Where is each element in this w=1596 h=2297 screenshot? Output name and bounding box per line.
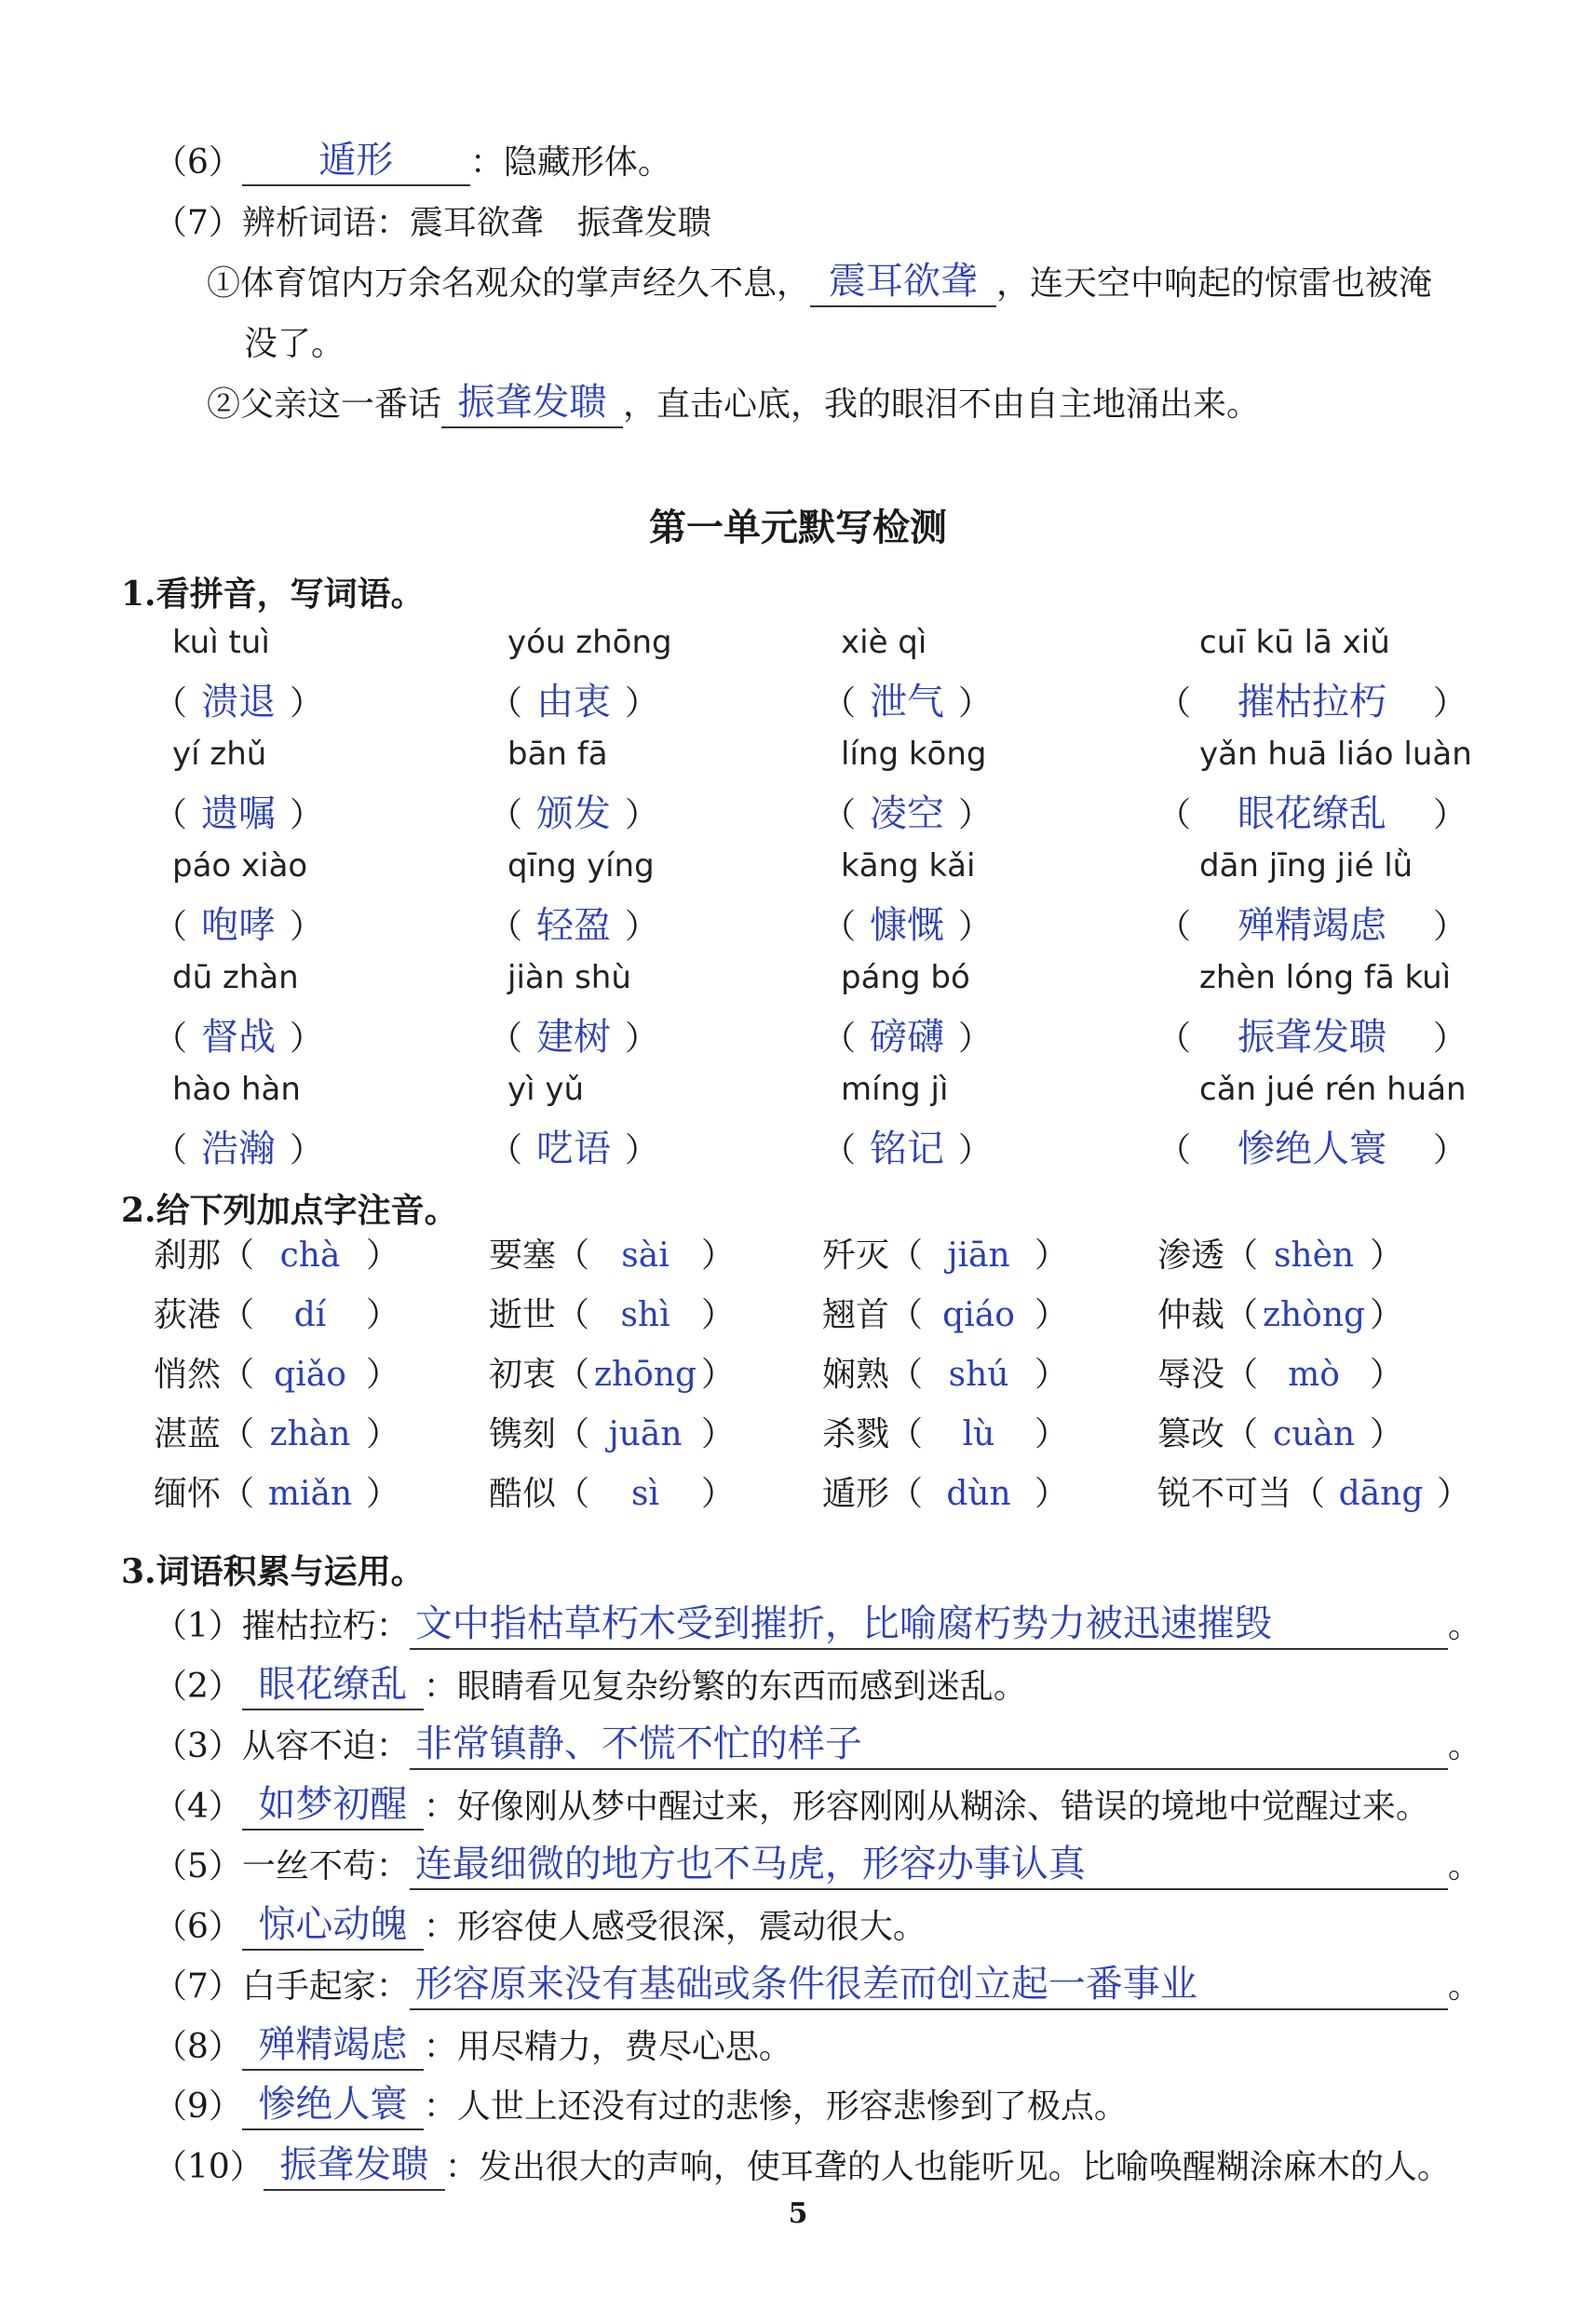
zhuyin-answer[interactable]: lù [962,1415,995,1453]
answer-parens[interactable]: （ 溃退 ） [154,672,323,725]
pinyin-answer: 振聋发聩 [1238,1016,1387,1059]
q3-blank[interactable] [410,1723,1448,1770]
section-title: 第一单元默写检测 [649,506,947,549]
q2-heading: 2.给下列加点字注音。 [121,1191,458,1230]
q6-number: （6） [154,143,242,182]
pinyin-text: hào hàn [172,1071,301,1108]
zhuyin-word: 歼灭 [822,1236,890,1275]
zhuyin-answer[interactable]: dùn [946,1475,1011,1513]
pinyin-text: yí zhǔ [172,736,267,773]
zhuyin-item: 辱没（ mò ） [1157,1356,1404,1394]
q3-prefix: （9） [154,2088,242,2126]
zhuyin-item: 渗透（ shèn ） [1157,1236,1404,1275]
zhuyin-item: 锐不可当（ dāng ） [1157,1475,1471,1513]
zhuyin-answer[interactable]: zhòng [1263,1296,1366,1334]
zhuyin-answer[interactable]: qiáo [942,1296,1015,1334]
zhuyin-word: 娴熟 [822,1356,890,1394]
answer-parens[interactable]: （ 振聋发聩 ） [1157,1007,1467,1061]
zhuyin-word: 辱没 [1157,1356,1225,1394]
q3-prefix: （1）摧枯拉朽： [154,1607,410,1645]
zhuyin-answer[interactable]: jiān [947,1236,1010,1275]
zhuyin-word: 锐不可当 [1157,1475,1292,1513]
q3-suffix: 。 [1447,1847,1481,1885]
zhuyin-word: 湛蓝 [154,1415,222,1453]
pinyin-answer: 眼花缭乱 [1238,792,1387,835]
zhuyin-item: 荻港（ dí ） [154,1296,400,1334]
q3-answer: 连最细微的地方也不马虎，形容办事认真 [414,1843,1086,1885]
pinyin-answer: 泄气 [870,681,945,723]
q3-item [154,1664,1027,1710]
pinyin-answer: 凌空 [870,792,945,835]
pinyin-text: míng jì [841,1071,949,1108]
pinyin-text: kuì tuì [172,624,270,661]
q3-prefix: （3）从容不迫： [154,1727,410,1765]
zhuyin-answer[interactable]: qiǎo [274,1356,346,1394]
q7-s2-post: ，直击心底，我的眼泪不由自主地涌出来。 [623,385,1261,424]
answer-parens[interactable]: （ 惨绝人寰 ） [1157,1119,1467,1172]
q3-item [154,1784,1429,1831]
q3-answer: 形容原来没有基础或条件很差而创立起一番事业 [414,1963,1197,2006]
answer-parens[interactable]: （ 轻盈 ） [489,896,658,949]
q7-s1-blank[interactable] [810,260,996,307]
pinyin-answer: 摧枯拉朽 [1238,681,1387,723]
q6-blank[interactable] [242,139,470,186]
answer-parens[interactable]: （ 建树 ） [489,1007,658,1061]
q3-answer: 文中指枯草朽木受到摧折，比喻腐朽势力被迅速摧毁 [414,1602,1272,1645]
answer-parens[interactable]: （ 慷慨 ） [822,896,992,949]
q3-item [154,2084,1128,2130]
pinyin-answer: 铭记 [870,1128,945,1170]
q3-prefix: （4） [154,1787,242,1826]
q6-answer: 遁形 [318,139,394,182]
zhuyin-answer[interactable]: zhōng [594,1356,697,1394]
zhuyin-item: 悄然（ qiǎo ） [154,1356,400,1394]
q3-suffix: ：眼睛看见复杂纷繁的东西而感到迷乱。 [423,1667,1027,1706]
pinyin-answer: 惨绝人寰 [1238,1128,1387,1170]
zhuyin-item: 湛蓝（ zhàn ） [154,1415,400,1453]
zhuyin-item: 逝世（ shì ） [489,1296,736,1334]
answer-parens[interactable]: （ 颁发 ） [489,784,658,837]
q3-answer: 非常镇静、不慌不忙的样子 [414,1723,862,1765]
q3-prefix: （6） [154,1907,242,1946]
zhuyin-answer[interactable]: zhàn [269,1415,351,1453]
q3-blank[interactable] [410,1843,1448,1890]
q3-blank[interactable] [242,2022,424,2071]
zhuyin-word: 镌刻 [489,1415,557,1453]
q7-s1-cont: 没了。 [244,325,345,363]
q3-suffix: 。 [1447,1727,1481,1765]
pinyin-text: cǎn jué rén huán [1199,1071,1467,1108]
answer-parens[interactable]: （ 浩瀚 ） [154,1119,323,1172]
pinyin-text: yì yǔ [507,1071,585,1108]
q1-heading: 1.看拼音，写词语。 [121,574,425,614]
zhuyin-answer[interactable]: juān [608,1415,683,1453]
q3-prefix: （8） [154,2027,242,2066]
q3-suffix: 。 [1447,1967,1481,2006]
answer-parens[interactable]: （ 由衷 ） [489,672,658,725]
pinyin-text: páo xiào [172,847,308,885]
zhuyin-item: 要塞（ sài ） [489,1236,736,1275]
pinyin-answer: 由衷 [536,681,612,723]
pinyin-text: yóu zhōng [507,624,672,661]
q7-s1-pre: ①体育馆内万余名观众的掌声经久不息， [207,264,811,303]
q3-item [154,2144,1451,2191]
zhuyin-word: 酷似 [489,1475,557,1513]
zhuyin-word: 逝世 [489,1296,557,1334]
pinyin-text: zhèn lóng fā kuì [1199,959,1452,996]
pinyin-text: dū zhàn [172,959,299,996]
q7-s1 [207,261,1432,307]
pinyin-answer: 呓语 [536,1128,612,1170]
q6-text: ：隐藏形体。 [469,143,671,182]
zhuyin-word: 初衷 [489,1356,557,1394]
zhuyin-item: 杀戮（ lù ） [822,1415,1069,1453]
pinyin-answer: 建树 [536,1016,612,1059]
zhuyin-word: 渗透 [1157,1236,1225,1275]
zhuyin-answer[interactable]: mò [1288,1356,1340,1394]
q3-blank[interactable] [242,2083,424,2130]
zhuyin-answer[interactable]: dí [293,1296,327,1334]
zhuyin-answer[interactable]: chà [279,1236,341,1275]
pinyin-answer: 遗嘱 [201,792,277,835]
zhuyin-answer[interactable]: shèn [1273,1236,1355,1275]
pinyin-text: páng bó [841,959,970,996]
q7-s1-answer: 震耳欲聋 [829,260,979,303]
pinyin-answer: 磅礴 [870,1016,945,1059]
q3-answer: 惨绝人寰 [258,2083,408,2126]
answer-parens[interactable]: （ 眼花缭乱 ） [1157,784,1467,837]
pinyin-text: qīng yíng [507,847,655,885]
q6-line [154,140,671,186]
answer-parens[interactable]: （ 摧枯拉朽 ） [1157,672,1467,725]
zhuyin-word: 篡改 [1157,1415,1225,1453]
answer-parens[interactable]: （ 泄气 ） [822,672,992,725]
q3-item [154,1904,926,1951]
pinyin-text: kāng kǎi [841,847,976,885]
page-number: 5 [788,2197,808,2230]
zhuyin-item: 仲裁（ zhòng ） [1157,1296,1404,1334]
q3-suffix: ：形容使人感受很深，震动很大。 [423,1907,926,1946]
zhuyin-word: 遁形 [822,1475,890,1513]
zhuyin-answer[interactable]: shì [620,1296,670,1334]
pinyin-text: bān fā [507,736,608,773]
q3-item [154,1723,1481,1770]
answer-parens[interactable]: （ 遗嘱 ） [154,784,323,837]
answer-parens[interactable]: （ 凌空 ） [822,784,992,837]
zhuyin-answer[interactable]: shú [948,1356,1009,1394]
answer-parens[interactable]: （ 殚精竭虑 ） [1157,896,1467,949]
zhuyin-answer[interactable]: sì [631,1475,660,1513]
zhuyin-item: 翘首（ qiáo ） [822,1296,1069,1334]
q7-s1-post: ，连天空中响起的惊雷也被淹 [996,264,1433,303]
pinyin-text: cuī kū lā xiǔ [1199,624,1390,661]
pinyin-text: dān jīng jié lǜ [1199,847,1413,885]
pinyin-answer: 咆哮 [201,904,277,947]
pinyin-answer: 督战 [201,1016,277,1059]
zhuyin-answer[interactable]: cuàn [1273,1415,1356,1453]
zhuyin-item: 篡改（ cuàn ） [1157,1415,1404,1453]
pinyin-answer: 浩瀚 [201,1128,277,1170]
pinyin-text: jiàn shù [507,959,631,996]
zhuyin-word: 翘首 [822,1296,890,1334]
zhuyin-item: 镌刻（ juān ） [489,1415,736,1453]
zhuyin-word: 荻港 [154,1296,222,1334]
q3-prefix: （5）一丝不苟： [154,1847,410,1885]
q3-suffix: ：用尽精力，费尽心思。 [423,2027,792,2066]
pinyin-text: xiè qì [841,624,927,661]
q7-s2-blank[interactable] [441,381,623,428]
zhuyin-word: 刹那 [154,1236,222,1275]
pinyin-answer: 殚精竭虑 [1238,904,1387,947]
zhuyin-word: 悄然 [154,1356,222,1394]
zhuyin-word: 杀戮 [822,1415,890,1453]
zhuyin-word: 仲裁 [1157,1296,1225,1334]
q7-s2-pre: ②父亲这一番话 [207,385,442,424]
answer-parens[interactable]: （ 督战 ） [154,1007,323,1061]
pinyin-text: líng kōng [841,736,987,773]
q3-item [154,1964,1481,2010]
q3-prefix: （7）白手起家： [154,1967,410,2006]
zhuyin-item: 娴熟（ shú ） [822,1356,1069,1394]
q7-head: （7）辨析词语：震耳欲聋 振聋发聩 [154,204,711,242]
zhuyin-answer[interactable]: miǎn [267,1475,353,1513]
zhuyin-word: 缅怀 [154,1475,222,1513]
q3-prefix: （2） [154,1667,242,1706]
zhuyin-answer[interactable]: sài [621,1236,670,1275]
q3-blank[interactable] [264,2142,445,2191]
q3-suffix: ：人世上还没有过的悲惨，形容悲惨到了极点。 [423,2088,1128,2126]
answer-parens[interactable]: （ 铭记 ） [822,1119,992,1172]
answer-parens[interactable]: （ 咆哮 ） [154,896,323,949]
q3-prefix: （10） [154,2147,264,2186]
q3-answer: 如梦初醒 [258,1782,408,1826]
zhuyin-answer[interactable]: dāng [1338,1475,1424,1513]
q3-answer: 眼花缭乱 [258,1662,408,1706]
zhuyin-item: 酷似（ sì ） [489,1475,736,1513]
pinyin-answer: 溃退 [201,681,277,723]
q3-item [154,2024,792,2071]
answer-parens[interactable]: （ 呓语 ） [489,1119,658,1172]
zhuyin-item: 初衷（ zhōng ） [489,1356,736,1394]
q3-item [154,1603,1481,1650]
pinyin-answer: 慷慨 [870,904,945,947]
q3-item [154,1844,1481,1890]
pinyin-answer: 颁发 [536,792,612,835]
zhuyin-item: 缅怀（ miǎn ） [154,1475,400,1513]
q3-blank[interactable] [410,1963,1448,2010]
q3-blank[interactable] [242,1662,424,1710]
q7-s2 [207,382,1260,428]
zhuyin-item: 歼灭（ jiān ） [822,1236,1069,1275]
zhuyin-word: 要塞 [489,1236,557,1275]
q3-answer: 振聋发聩 [279,2142,429,2186]
pinyin-text: yǎn huā liáo luàn [1199,736,1472,773]
zhuyin-item: 遁形（ dùn ） [822,1475,1069,1513]
q3-blank[interactable] [242,1902,424,1951]
q3-suffix: ：好像刚从梦中醒过来，形容刚刚从糊涂、错误的境地中觉醒过来。 [423,1787,1429,1826]
zhuyin-item: 刹那（ chà ） [154,1236,400,1275]
q3-answer: 殚精竭虑 [258,2022,408,2066]
q3-blank[interactable] [410,1602,1448,1650]
q3-blank[interactable] [242,1782,424,1831]
q3-heading: 3.词语积累与运用。 [121,1552,425,1591]
pinyin-answer: 轻盈 [536,904,612,947]
q3-answer: 惊心动魄 [258,1902,408,1946]
answer-parens[interactable]: （ 磅礴 ） [822,1007,992,1061]
q7-s2-answer: 振聋发聩 [457,381,607,424]
q3-suffix: ：发出很大的声响，使耳聋的人也能听见。比喻唤醒糊涂麻木的人。 [444,2147,1451,2186]
q3-suffix: 。 [1447,1607,1481,1645]
